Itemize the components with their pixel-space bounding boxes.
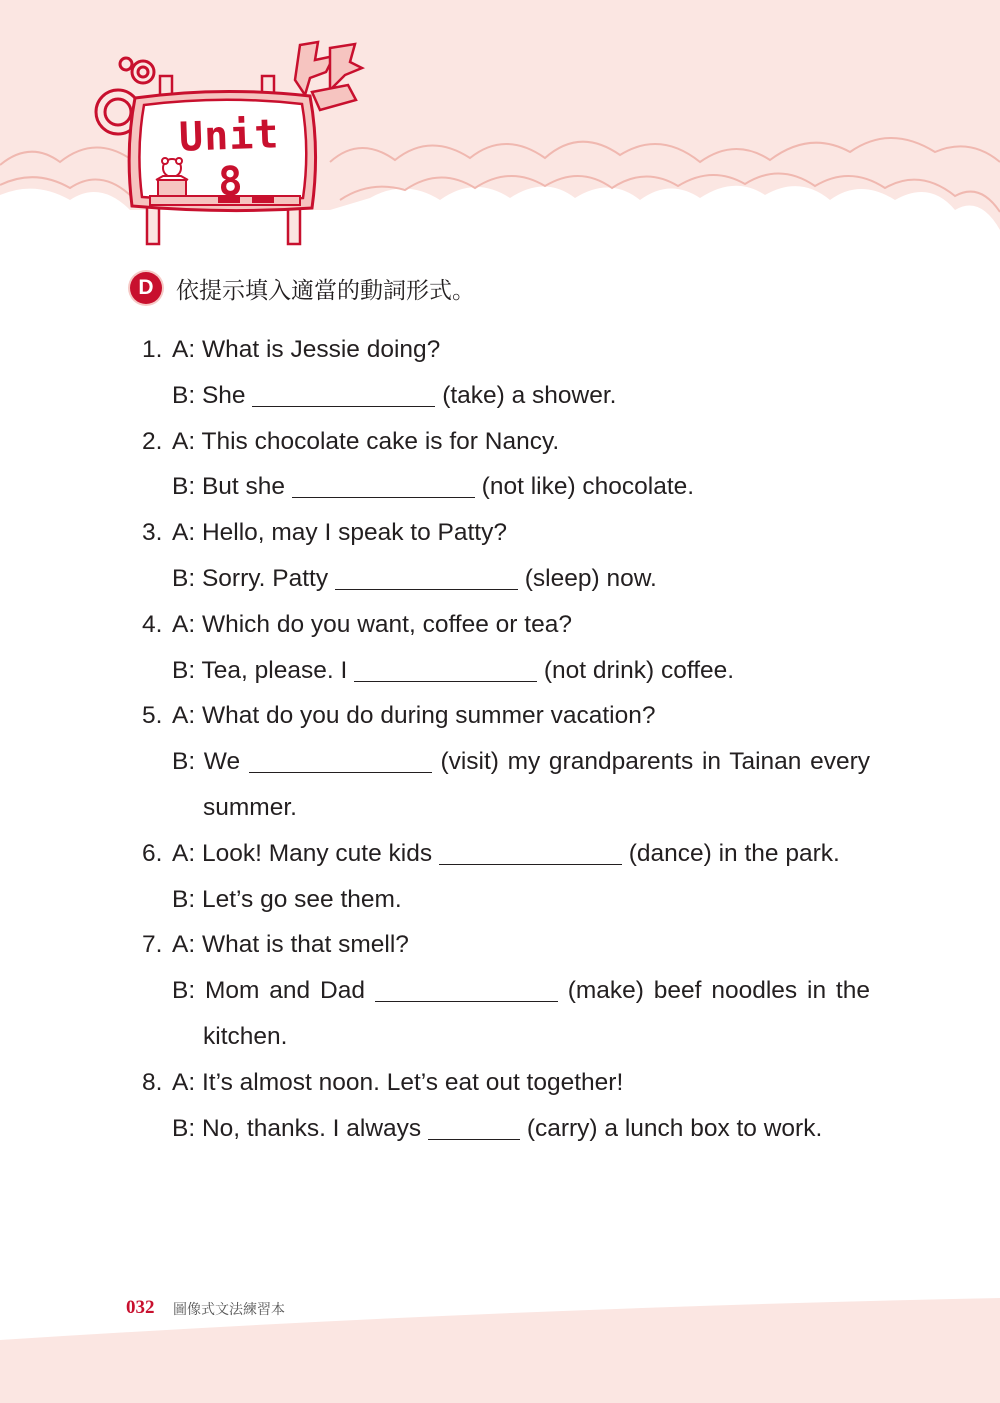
exercise-number: 4. (142, 610, 163, 638)
dialogue-hint: (take) a shower. (442, 381, 617, 409)
dialogue-text: B: Mom and Dad (172, 977, 365, 1005)
exercise-5-line-a (142, 693, 882, 739)
section-badge: D (130, 272, 162, 304)
section-heading (130, 271, 475, 305)
dialogue-text: B: No, thanks. I always (172, 1114, 422, 1142)
dialogue-line: A: What is Jessie doing? (172, 336, 441, 363)
dialogue-line: A: This chocolate cake is for Nancy. (172, 427, 560, 455)
unit-title: Unit 8 (178, 111, 281, 206)
dialogue-continuation: summer. (203, 793, 297, 821)
dialogue-line: A: What do you do during summer vacation? (172, 702, 656, 730)
exercise-8-line-a (142, 1060, 882, 1106)
exercise-7-line-a (142, 922, 882, 968)
exercise-4-line-b (142, 648, 882, 694)
answer-blank[interactable] (335, 563, 518, 590)
exercise-2-line-a (142, 419, 882, 465)
section-instruction: 依提示填入適當的動詞形式。 (176, 277, 475, 304)
dialogue-line: A: It’s almost noon. Let’s eat out together! (172, 1068, 624, 1096)
exercise-7-line-b (142, 968, 882, 1014)
exercise-8-line-b (142, 1106, 882, 1152)
dialogue-hint: (carry) a lunch box to work. (526, 1114, 823, 1142)
dialogue-line: A: Which do you want, coffee or tea? (172, 610, 572, 638)
book-title: 圖像式文法練習本 (173, 1302, 285, 1318)
dialogue-text: B: Tea, please. I (172, 656, 348, 684)
dialogue-line: A: What is that smell? (172, 931, 409, 959)
answer-blank[interactable] (375, 975, 558, 1002)
answer-blank[interactable] (249, 746, 432, 773)
exercise-1-line-b (142, 373, 882, 419)
answer-blank[interactable] (428, 1113, 520, 1140)
header-decoration (0, 0, 1000, 260)
answer-blank[interactable] (292, 471, 475, 498)
dialogue-text: B: We (172, 748, 241, 776)
exercise-number: 3. (142, 519, 163, 547)
exercise-6-line-b (142, 877, 882, 923)
exercise-number: 5. (142, 702, 163, 730)
exercise-number: 2. (142, 427, 163, 455)
exercise-number: 7. (142, 931, 163, 959)
exercise-list (142, 327, 882, 1151)
dialogue-text: B: Sorry. Patty (172, 564, 329, 592)
dialogue-hint: (sleep) now. (524, 564, 657, 592)
dialogue-hint: (make) beef noodles in the (567, 977, 870, 1005)
dialogue-continuation: kitchen. (203, 1022, 288, 1050)
dialogue-text: B: But she (172, 473, 286, 501)
answer-blank[interactable] (252, 380, 435, 407)
dialogue-hint: (not drink) coffee. (543, 656, 735, 684)
exercise-3-line-b (142, 556, 882, 602)
dialogue-text: B: She (172, 381, 246, 409)
dialogue-hint: (dance) in the park. (628, 839, 840, 867)
exercise-5-line-b (142, 739, 882, 785)
exercise-7-line-b-cont (142, 1014, 882, 1060)
dialogue-hint: (visit) my grandparents in Tainan every (440, 748, 870, 776)
dialogue-line: B: Let’s go see them. (172, 885, 402, 913)
exercise-3-line-a (142, 510, 882, 556)
dialogue-text: A: Look! Many cute kids (172, 839, 433, 867)
dialogue-hint: (not like) chocolate. (481, 473, 695, 501)
exercise-4-line-a (142, 602, 882, 648)
exercise-5-line-b-cont (142, 785, 882, 831)
answer-blank[interactable] (439, 838, 622, 865)
exercise-2-line-b (142, 464, 882, 510)
exercise-number: 8. (142, 1068, 163, 1096)
exercise-6-line-a (142, 831, 882, 877)
page-number: 032 (126, 1297, 155, 1318)
exercise-number: 1. (142, 336, 163, 363)
dialogue-line: A: Hello, may I speak to Patty? (172, 519, 507, 547)
answer-blank[interactable] (354, 655, 537, 682)
exercise-number: 6. (142, 839, 163, 867)
exercise-1-line-a (142, 327, 882, 373)
